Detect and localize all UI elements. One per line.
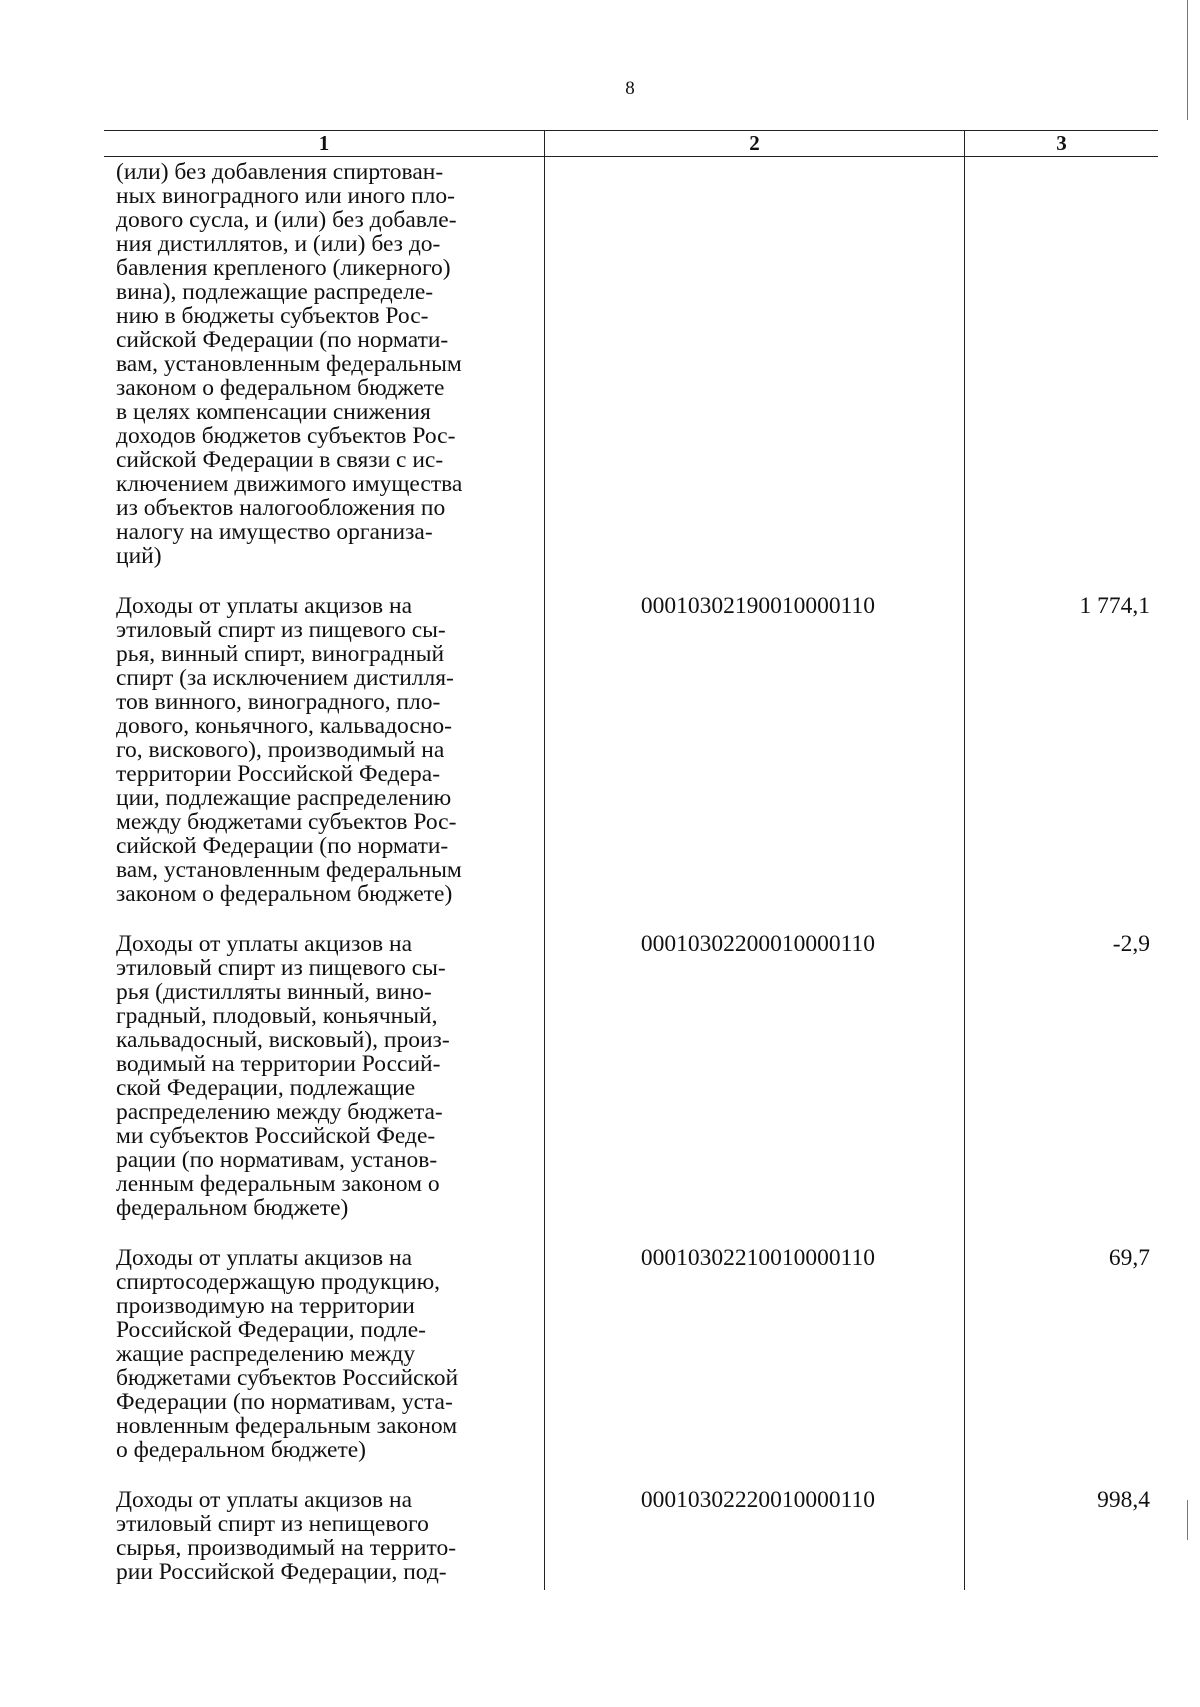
row-description: Доходы от уплаты акцизов на этиловый спирт из непищевого сырья, производимый на террито- рии Российской Федерации, под- [116,1487,457,1585]
row-value: 69,7 [1108,1245,1150,1271]
scan-edge-mark [1187,0,1188,120]
column-header-3: 3 [964,131,1158,156]
column-header-2: 2 [544,131,964,156]
row-value [964,160,1158,568]
table-body [104,160,1158,1584]
table-row [104,1246,1158,1462]
row-code: 00010302220010000110 [640,1487,876,1513]
row-code: 00010302200010000110 [640,931,876,957]
column-header-1: 1 [318,131,330,155]
row-value: 1 774,1 [1079,593,1150,619]
scan-edge-mark [1187,1500,1188,1540]
table-row [104,1488,1158,1584]
table-row [104,932,1158,1220]
table-header-row [104,130,1158,157]
row-value: -2,9 [1112,931,1150,957]
row-description: (или) без добавления спиртован- ных виноградного или иного пло- дового сусла, и (или) без добавле- ния дистиллятов, и (или) без до- бавления крепленого (ликерного) вина), подлежащие распределе- нию в бюджеты субъектов Рос- сийской Федерации (по нормати- вам, установленным федеральным законом о федеральном бюджете в целях компенсации снижения доходов бюджетов субъектов Рос- сийской Федерации в связи с ис- ключением движимого имущества из объектов налогообложения по налогу на имущество организа- ций) [116,159,463,569]
row-description: Доходы от уплаты акцизов на спиртосодержащую продукцию, производимую на территории Российской Федерации, подле- жащие распределению между бюджетами субъектов Российской Федерации (по нормативам, уста- новленным федеральным законом о федеральном бюджете) [116,1245,459,1463]
budget-table [104,130,1158,1610]
row-code: 00010302190010000110 [640,593,876,619]
row-code [544,160,964,568]
row-value: 998,4 [1097,1487,1150,1513]
row-description: Доходы от уплаты акцизов на этиловый спирт из пищевого сы- рья (дистилляты винный, вино- градный, плодовый, коньячный, кальвадосный, висковый), произ- водимый на территории Россий- ской Федерации, подлежащие распределению между бюджета- ми субъектов Российской Феде- рации (по нормативам, установ- ленным федеральным законом о федеральном бюджете) [116,931,450,1221]
row-code: 00010302210010000110 [640,1245,876,1271]
row-description: Доходы от уплаты акцизов на этиловый спирт из пищевого сы- рья, винный спирт, виноградный спирт (за исключением дистилля- тов винного, виноградного, пло- дового, коньячного, кальвадосно- го, вискового), производимый на территории Российской Федера- ции, подлежащие распределению между бюджетами субъектов Рос- сийской Федерации (по нормати- вам, установленным федеральным законом о федеральном бюджете) [116,593,462,907]
table-row [104,594,1158,906]
table-row [104,160,1158,568]
page-number: 8 [625,78,635,99]
